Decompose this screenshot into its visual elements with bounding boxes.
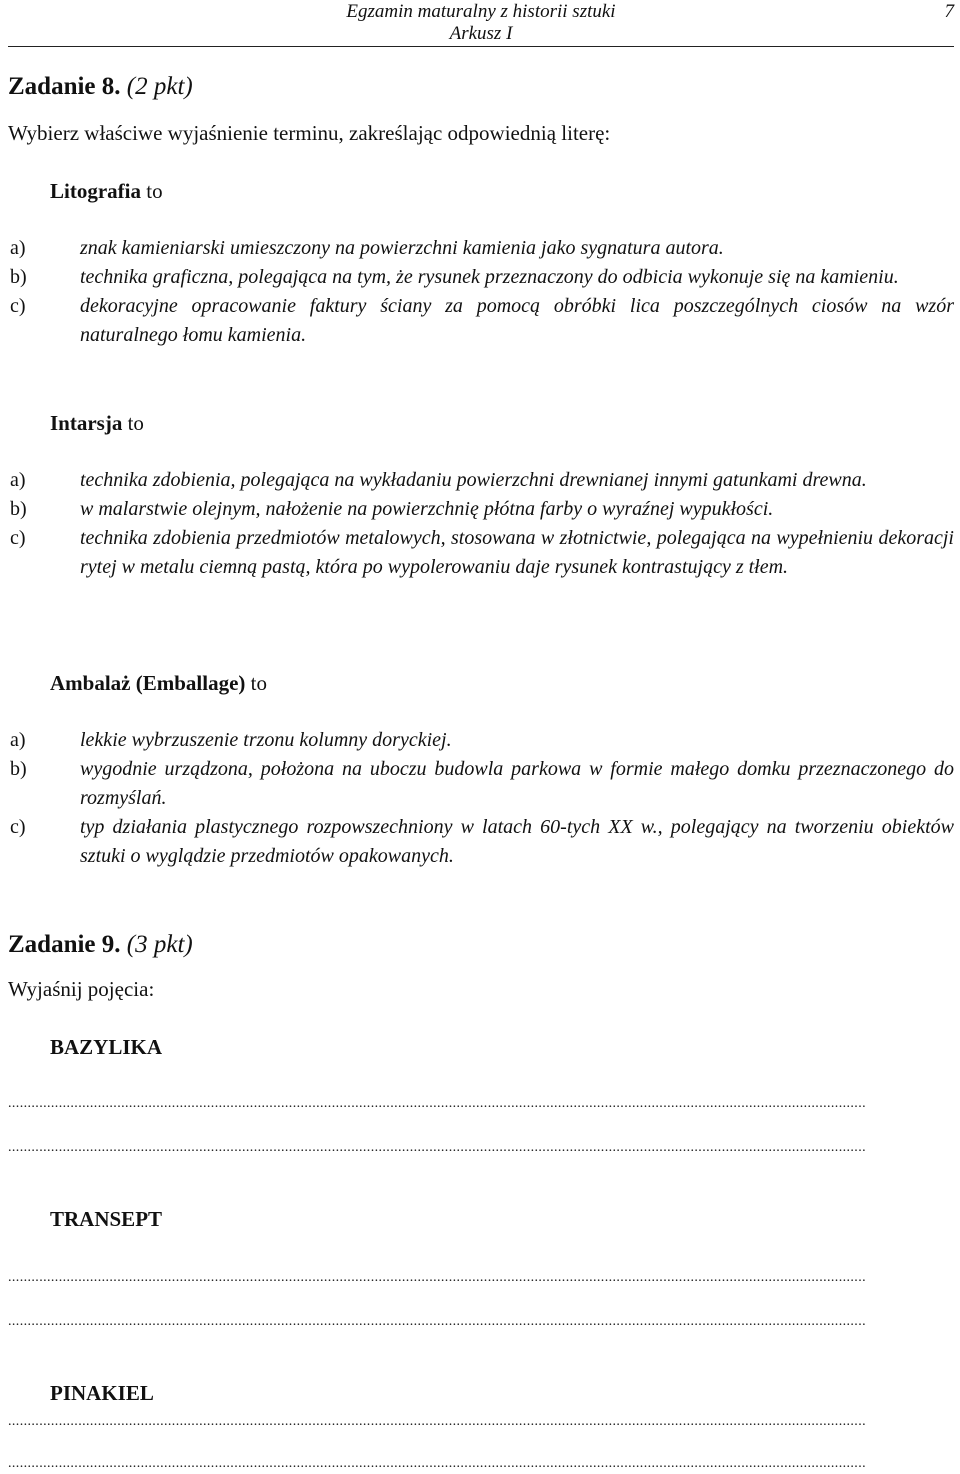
concept-transept: TRANSEPT	[50, 1207, 163, 1231]
option-b[interactable]	[8, 495, 954, 524]
options-litografia	[8, 234, 954, 350]
option-letter: a)	[10, 237, 26, 259]
option-a[interactable]	[8, 234, 954, 263]
option-c[interactable]	[8, 813, 954, 871]
task9-instruction: Wyjaśnij pojęcia:	[8, 977, 155, 1001]
option-c[interactable]	[8, 292, 954, 350]
task9-heading	[8, 930, 193, 960]
answer-line[interactable]: ............................................................................................................................................................................................................................	[8, 1456, 866, 1471]
task9-points: (3 pkt)	[126, 931, 193, 958]
term-litografia	[50, 178, 163, 204]
option-letter: b)	[10, 266, 27, 288]
option-b[interactable]	[8, 263, 954, 292]
term-suffix: to	[122, 411, 144, 435]
options-ambalaz	[8, 726, 954, 871]
page-number: 7	[944, 1, 954, 22]
term-name: Ambalaż (Emballage)	[50, 671, 246, 695]
task9-label: Zadanie 9.	[8, 931, 121, 958]
option-text: w malarstwie olejnym, nałożenie na powierzchnię płótna farby o wyraźnej wypukłości.	[80, 498, 774, 520]
answer-line[interactable]: ............................................................................................................................................................................................................................	[8, 1140, 866, 1155]
term-suffix: to	[140, 179, 163, 203]
answer-line[interactable]: ............................................................................................................................................................................................................................	[8, 1270, 866, 1285]
term-name: Intarsja	[50, 411, 123, 435]
exam-title: Egzamin maturalny z historii sztuki	[346, 1, 616, 22]
task8-label: Zadanie 8.	[8, 73, 121, 100]
task8-instruction: Wybierz właściwe wyjaśnienie terminu, zakreślając odpowiednią literę:	[8, 121, 611, 145]
sheet-label: Arkusz I	[449, 23, 513, 44]
answer-line[interactable]: ............................................................................................................................................................................................................................	[8, 1096, 866, 1111]
concept-bazylika: BAZYLIKA	[50, 1035, 163, 1059]
option-text: dekoracyjne opracowanie faktury ściany za pomocą obróbki lica poszczególnych ciosów na wzór naturalnego łomu kamienia.	[80, 295, 954, 346]
option-b[interactable]	[8, 755, 954, 813]
option-text: technika zdobienia, polegająca na wykładaniu powierzchni drewnianej innymi gatunkami drewna.	[80, 469, 867, 491]
option-letter: a)	[10, 729, 26, 751]
options-intarsja	[8, 466, 954, 582]
option-text: wygodnie urządzona, położona na uboczu budowla parkowa w formie małego domku przeznaczonego do rozmyślań.	[80, 758, 954, 809]
option-text: technika zdobienia przedmiotów metalowych, stosowana w złotnictwie, polegająca na wypełnieniu dekoracji rytej w metalu ciemną pastą, która po wypolerowaniu daje rysunek kontrastujący z tłem.	[80, 527, 954, 578]
option-text: typ działania plastycznego rozpowszechniony w latach 60-tych XX w., polegający na tworzeniu obiektów sztuki o wyglądzie przedmiotów opakowanych.	[80, 816, 954, 867]
task8-points: (2 pkt)	[126, 73, 193, 100]
option-letter: c)	[10, 295, 26, 317]
term-ambalaz	[50, 670, 267, 696]
option-c[interactable]	[8, 524, 954, 582]
term-name: Litografia	[50, 179, 141, 203]
option-letter: c)	[10, 527, 26, 549]
option-text: lekkie wybrzuszenie trzonu kolumny doryckiej.	[80, 729, 452, 751]
answer-line[interactable]: ............................................................................................................................................................................................................................	[8, 1414, 866, 1429]
task8-heading	[8, 72, 193, 102]
option-a[interactable]	[8, 466, 954, 495]
term-intarsja	[50, 410, 144, 436]
page-header	[8, 0, 954, 46]
concept-pinakiel: PINAKIEL	[50, 1381, 154, 1405]
option-letter: c)	[10, 816, 26, 838]
option-letter: b)	[10, 758, 27, 780]
option-letter: b)	[10, 498, 27, 520]
answer-line[interactable]: ............................................................................................................................................................................................................................	[8, 1314, 866, 1329]
option-text: znak kamieniarski umieszczony na powierzchni kamienia jako sygnatura autora.	[80, 237, 724, 259]
option-a[interactable]	[8, 726, 954, 755]
option-text: technika graficzna, polegająca na tym, że rysunek przeznaczony do odbicia wykonuje się na kamieniu.	[80, 266, 899, 288]
term-suffix: to	[245, 671, 267, 695]
header-divider	[8, 46, 954, 47]
option-letter: a)	[10, 469, 26, 491]
